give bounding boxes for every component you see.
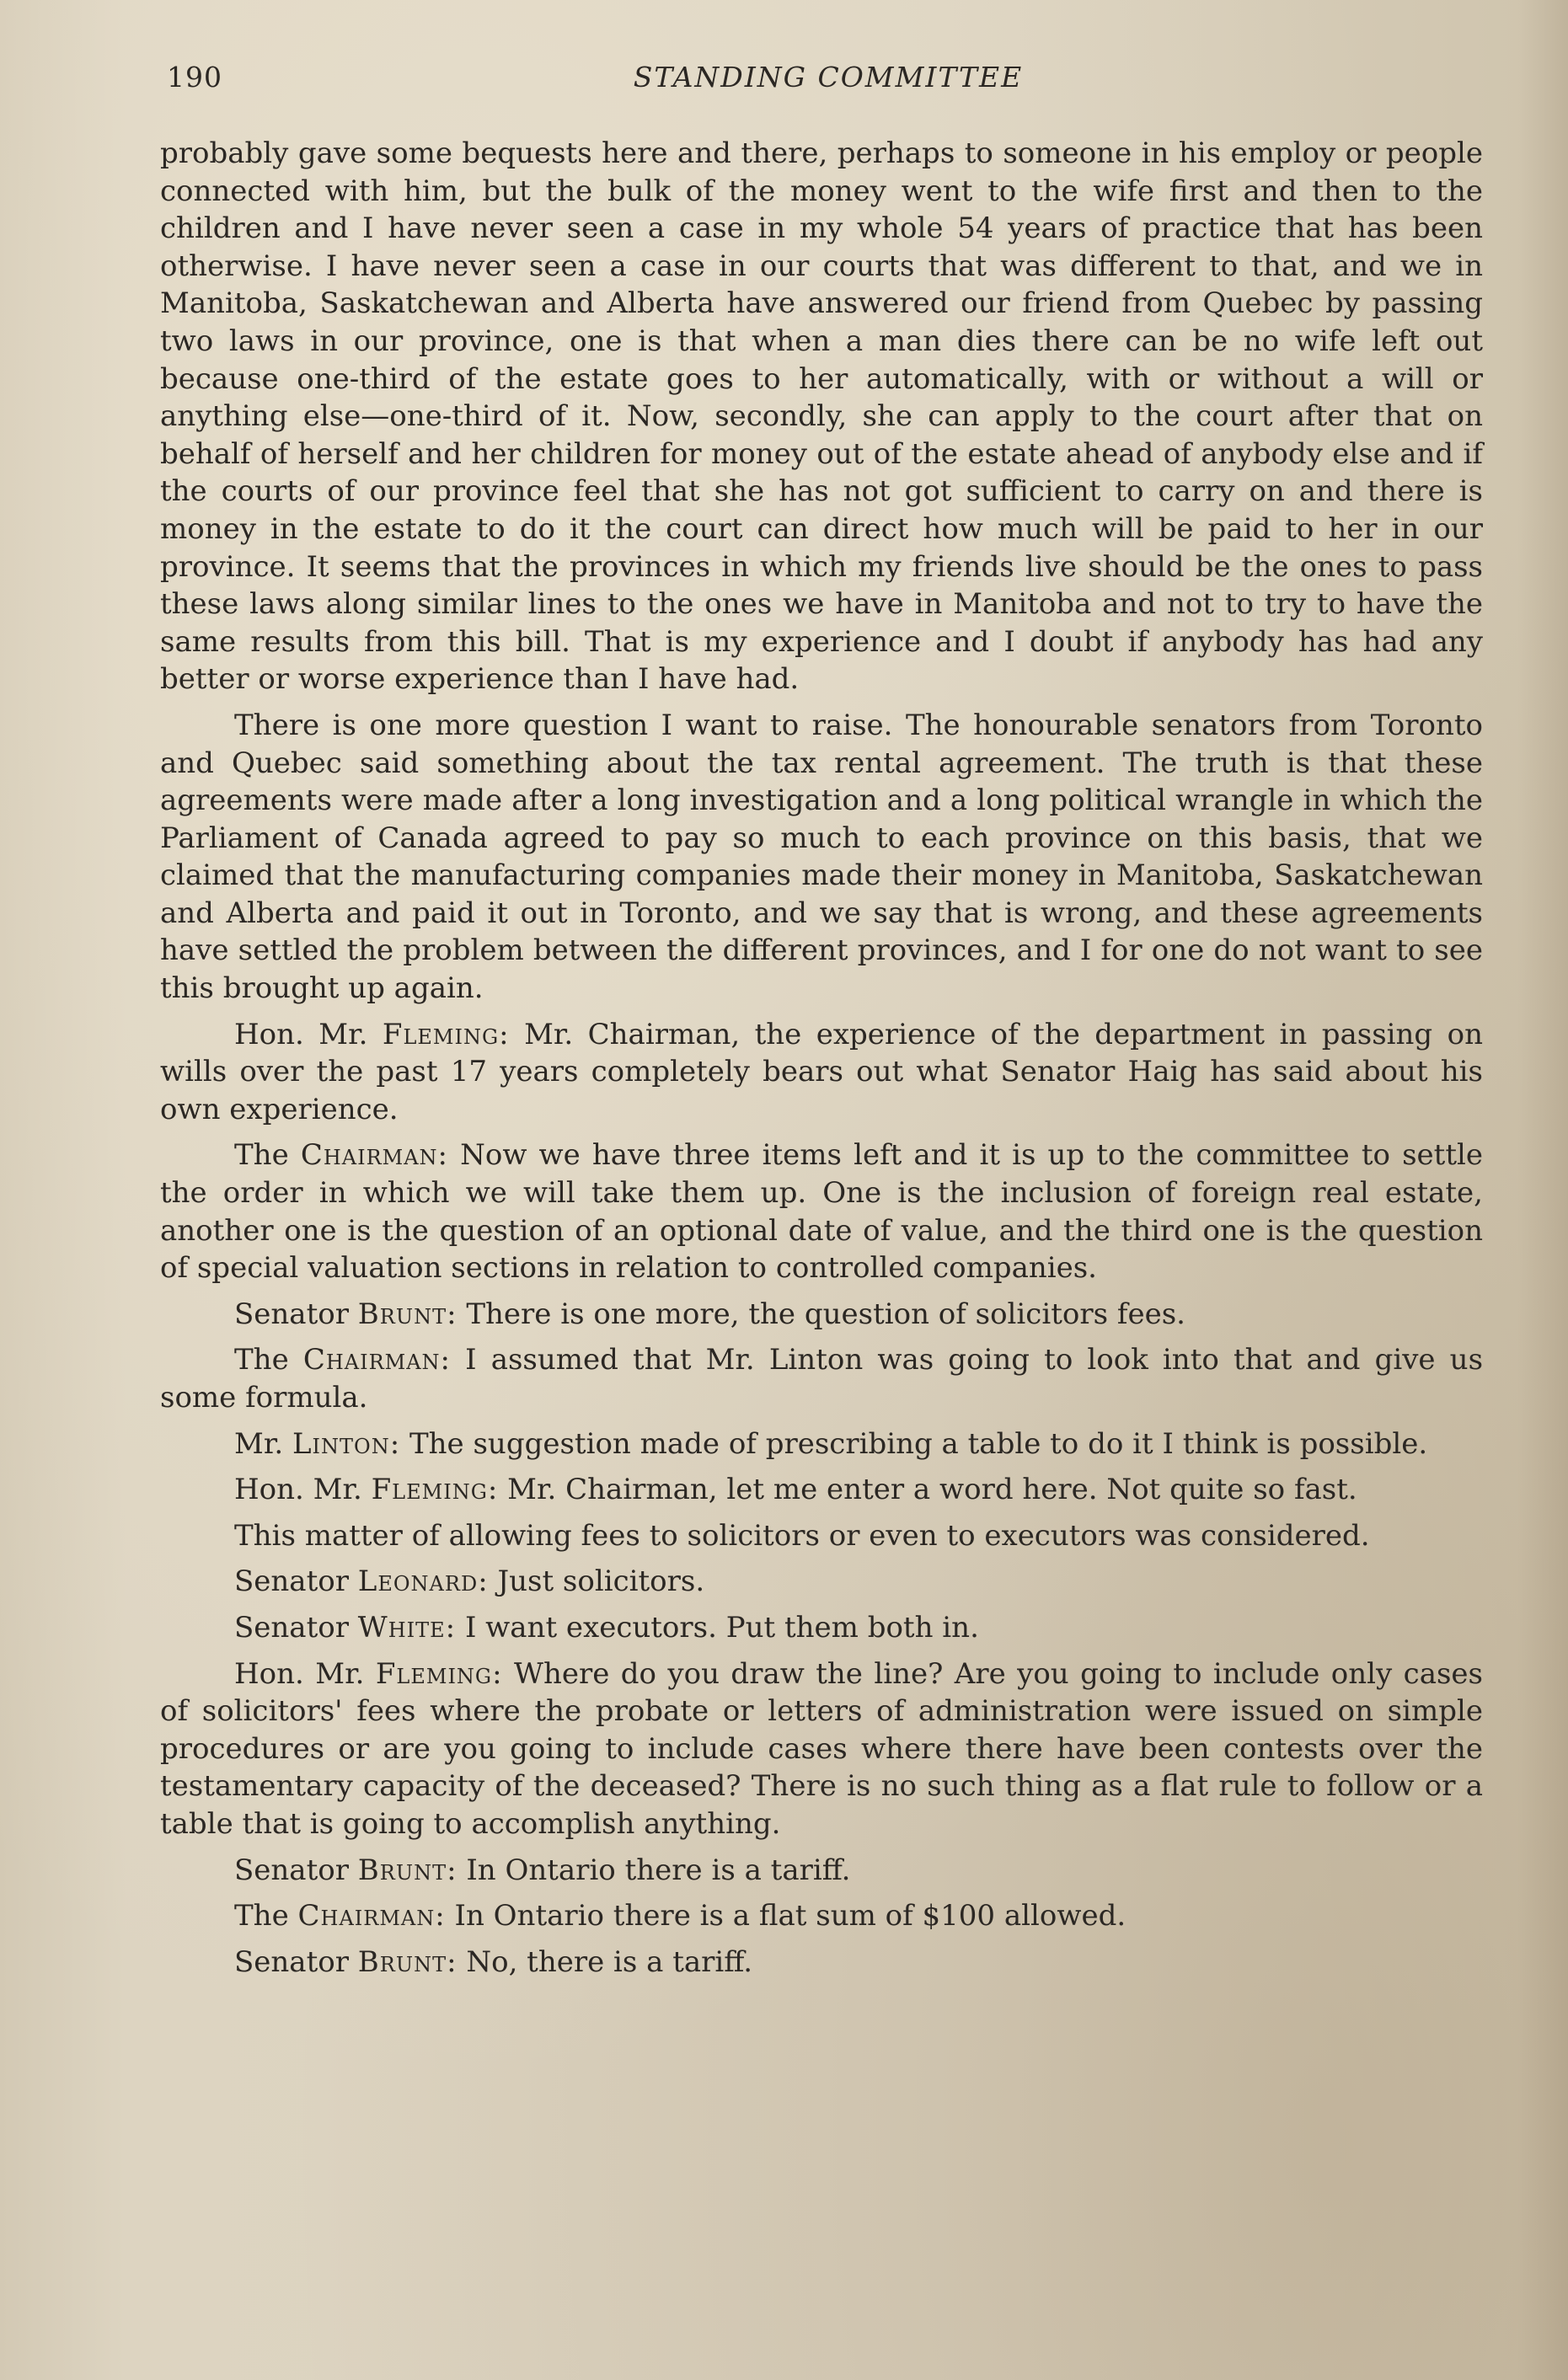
speech [160, 1425, 1483, 1463]
speech [160, 1471, 1483, 1509]
speaker-prefix: Senator [234, 1297, 349, 1331]
speech [160, 1341, 1483, 1416]
speech-text: The suggestion made of prescribing a table to do it I think is possible. [409, 1426, 1428, 1461]
speech [160, 1609, 1483, 1647]
speaker-prefix: Mr. [234, 1426, 284, 1461]
speech [160, 1137, 1483, 1286]
speaker-prefix: Hon. Mr. [234, 1473, 362, 1507]
speaker-name: Leonard: [357, 1564, 489, 1599]
speaker-prefix: The [234, 1138, 289, 1173]
page-number: 190 [167, 61, 222, 94]
body-text [160, 135, 1483, 1981]
speaker-name: Fleming: [371, 1473, 499, 1507]
speaker-name: Fleming: [375, 1656, 503, 1691]
speech-text: In Ontario there is a tariff. [466, 1853, 851, 1887]
speaker-name: Chairman: [297, 1899, 446, 1933]
speech [160, 1944, 1483, 1982]
speech [160, 1655, 1483, 1843]
paragraph [160, 707, 1483, 1008]
speech-text: In Ontario there is a flat sum of $100 allowed. [454, 1899, 1126, 1933]
speaker-name: Brunt: [357, 1944, 458, 1979]
speech-text: Mr. Chairman, the experience of the department in passing on wills over the past 17 years completely bears out what Senator Haig has said about his own experience. [160, 1017, 1483, 1126]
speaker-prefix: Senator [234, 1944, 349, 1979]
speaker-name: Chairman: [302, 1343, 452, 1377]
speaker-prefix: Senator [234, 1853, 349, 1887]
speaker-prefix: The [234, 1343, 289, 1377]
speech [160, 1852, 1483, 1890]
paragraph-text: This matter of allowing fees to solicitors or even to executors was considered. [234, 1518, 1370, 1553]
speech-text: Just solicitors. [497, 1564, 705, 1599]
speech-text: Where do you draw the line? Are you going to include only cases of solicitors' fees where the probate or letters of administration were issued on simple procedures or are you going to include cases where there have been contests over the testamentary capacity of the deceased? There is no such thing as a flat rule to follow or a table that is going to accomplish anything. [160, 1656, 1483, 1841]
speaker-name: Linton: [292, 1426, 401, 1461]
speech [160, 1897, 1483, 1935]
speech-text: I want executors. Put them both in. [464, 1610, 979, 1645]
page-header [167, 61, 1490, 103]
speaker-prefix: Senator [234, 1610, 349, 1645]
speaker-name: Fleming: [382, 1017, 510, 1051]
speaker-prefix: Senator [234, 1564, 349, 1599]
running-title: STANDING COMMITTEE [633, 61, 1024, 94]
speaker-name: Brunt: [357, 1297, 458, 1331]
speech [160, 1563, 1483, 1601]
speech [160, 1296, 1483, 1334]
speaker-name: Chairman: [300, 1138, 449, 1173]
speaker-prefix: The [234, 1899, 289, 1933]
speech-text: Mr. Chairman, let me enter a word here. Not quite so fast. [507, 1473, 1357, 1507]
speaker-prefix: Hon. Mr. [234, 1017, 368, 1051]
speech-text: Now we have three items left and it is up to the committee to settle the order in which we will take them up. One is the inclusion of foreign real estate, another one is the question of an optional date of value, and the third one is the question of special valuation sections in relation to controlled companies. [160, 1138, 1483, 1286]
speech-text: I assumed that Mr. Linton was going to look into that and give us some formula. [160, 1343, 1484, 1415]
paragraph-text: probably gave some bequests here and there, perhaps to someone in his employ or people connected with him, but the bulk of the money went to the wife first and then to the children and I have never seen a case in my whole 54 years of practice that has been otherwise. I have never seen a case in our courts that was different to that, and we in Manitoba, Saskatchewan and Alberta have answered our friend from Quebec by passing two laws in our province, one is that when a man dies there can be no wife left out because one-third of the estate goes to her automatically, with or without a will or anything else—one-third of it. Now, secondly, she can apply to the court after that on behalf of herself and her children for money out of the estate ahead of anybody else and if the courts of our province feel that she has not got sufficient to carry on and there is money in the estate to do it the court can direct how much will be paid to her in our province. It seems that the provinces in which my friends live should be the ones to pass these laws along similar lines to the ones we have in Manitoba and not to try to have the same results from this bill. That is my experience and I doubt if anybody has had any better or worse experience than I have had. [160, 136, 1483, 697]
speech-text: No, there is a tariff. [466, 1944, 753, 1979]
speaker-prefix: Hon. Mr. [234, 1656, 365, 1691]
paragraph-text: There is one more question I want to raise. The honourable senators from Toronto and Quebec said something about the tax rental agreement. The truth is that these agreements were made after a long investigation and a long political wrangle in which the Parliament of Canada agreed to pay so much to each province on this basis, that we claimed that the manufacturing companies made their money in Manitoba, Saskatchewan and Alberta and paid it out in Toronto, and we say that is wrong, and these agreements have settled the problem between the different provinces, and I for one do not want to see this brought up again. [160, 708, 1483, 1006]
paragraph [160, 135, 1483, 698]
speech-text: There is one more, the question of solicitors fees. [466, 1297, 1185, 1331]
speech [160, 1016, 1483, 1129]
page-edge-shadow [1517, 0, 1568, 2380]
paragraph [160, 1517, 1483, 1555]
speaker-name: Brunt: [357, 1853, 458, 1887]
speaker-name: White: [357, 1610, 457, 1645]
